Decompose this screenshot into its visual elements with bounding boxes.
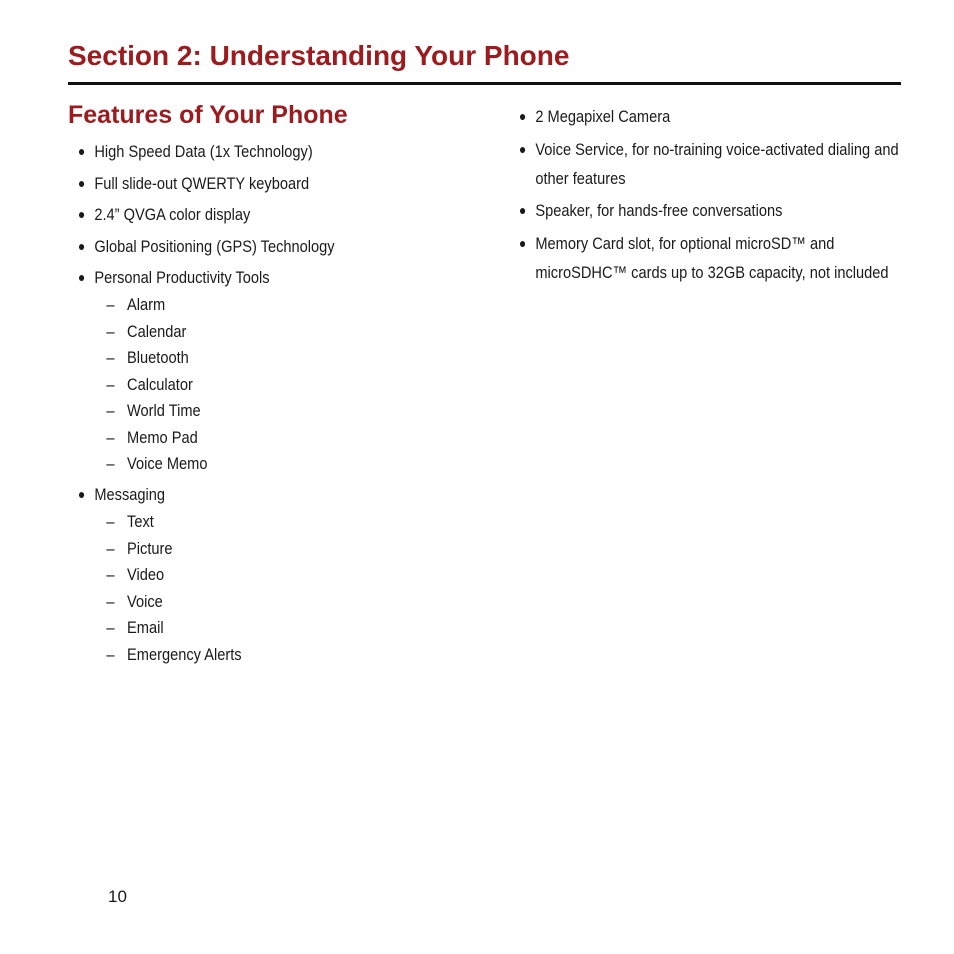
list-item-text: Messaging [94,485,166,504]
dash-icon: – [106,538,115,558]
features-heading: Features of Your Phone [68,101,348,129]
productivity-tools-sublist [94,292,422,478]
bullet-icon: ● [78,143,86,159]
sub-list-item [94,642,422,669]
sub-list-item-text: Text [127,512,154,531]
dash-icon: – [106,512,115,531]
list-item [519,135,902,193]
list-item-text: 2 Megapixel Camera [535,107,671,126]
list-item [78,232,422,261]
list-item-text: Speaker, for hands-free conversations [535,201,783,220]
page-number: 10 [108,887,127,906]
list-item-text: 2.4” QVGA color display [94,205,251,224]
list-item [78,263,422,478]
list-item-text: Full slide-out QWERTY keyboard [94,173,310,193]
sub-list-item-text: Email [127,618,164,637]
sub-list-item-text: Emergency Alerts [127,644,242,664]
dash-icon: – [106,401,115,420]
list-item-text: Voice Service, for no-training voice-activated dialing and other features [535,139,899,188]
sub-list-item-text: World Time [127,401,201,420]
bullet-icon: ● [78,174,86,191]
sub-list-item-text: Voice [127,591,163,611]
messaging-sublist [94,509,422,668]
sub-list-item-text: Memo Pad [127,427,198,447]
list-item [519,196,902,225]
sub-list-item [94,398,422,425]
list-item [78,169,422,198]
dash-icon: – [106,427,115,447]
list-item [519,102,902,131]
bullet-icon: ● [519,108,527,124]
bullet-icon: ● [78,269,86,285]
list-item-text: Global Positioning (GPS) Technology [94,236,335,256]
dash-icon: – [106,454,115,473]
sub-list-item [94,509,422,536]
sub-list-item [94,615,422,642]
bullet-icon: ● [519,234,527,251]
sub-list-item [94,451,422,478]
dash-icon: – [106,618,115,637]
sub-list-item [94,319,422,346]
bullet-icon: ● [519,140,527,157]
dash-icon: – [106,644,115,664]
list-item [519,229,902,287]
dash-icon: – [106,321,115,341]
list-item [78,480,422,668]
sub-list-item [94,425,422,452]
sub-list-item-text: Voice Memo [127,454,208,473]
dash-icon: – [106,295,115,314]
list-item [78,137,422,166]
bullet-icon: ● [78,237,86,254]
sub-list-item-text: Video [127,565,165,584]
bullet-icon: ● [78,486,86,502]
sub-list-item [94,589,422,616]
bullet-icon: ● [519,202,527,218]
dash-icon: – [106,591,115,611]
sub-list-item-text: Calendar [127,321,187,341]
list-item-text: Memory Card slot, for optional microSD™ and microSDHC™ cards up to 32GB capacity, not included [535,233,889,282]
sub-list-item [94,536,422,563]
list-item [78,200,422,229]
dash-icon: – [106,374,115,394]
list-item-text: High Speed Data (1x Technology) [94,142,313,161]
dash-icon: – [106,565,115,584]
features-list-right [519,102,902,290]
list-item-text: Personal Productivity Tools [94,268,270,287]
sub-list-item [94,562,422,589]
section-divider [68,82,901,85]
sub-list-item-text: Bluetooth [127,348,189,367]
dash-icon: – [106,348,115,367]
features-list-left [78,137,422,671]
sub-list-item [94,292,422,319]
sub-list-item-text: Calculator [127,374,193,394]
sub-list-item [94,345,422,372]
sub-list-item-text: Picture [127,538,173,558]
sub-list-item [94,372,422,399]
section-title: Section 2: Understanding Your Phone [68,40,570,71]
sub-list-item-text: Alarm [127,295,166,314]
bullet-icon: ● [78,206,86,222]
